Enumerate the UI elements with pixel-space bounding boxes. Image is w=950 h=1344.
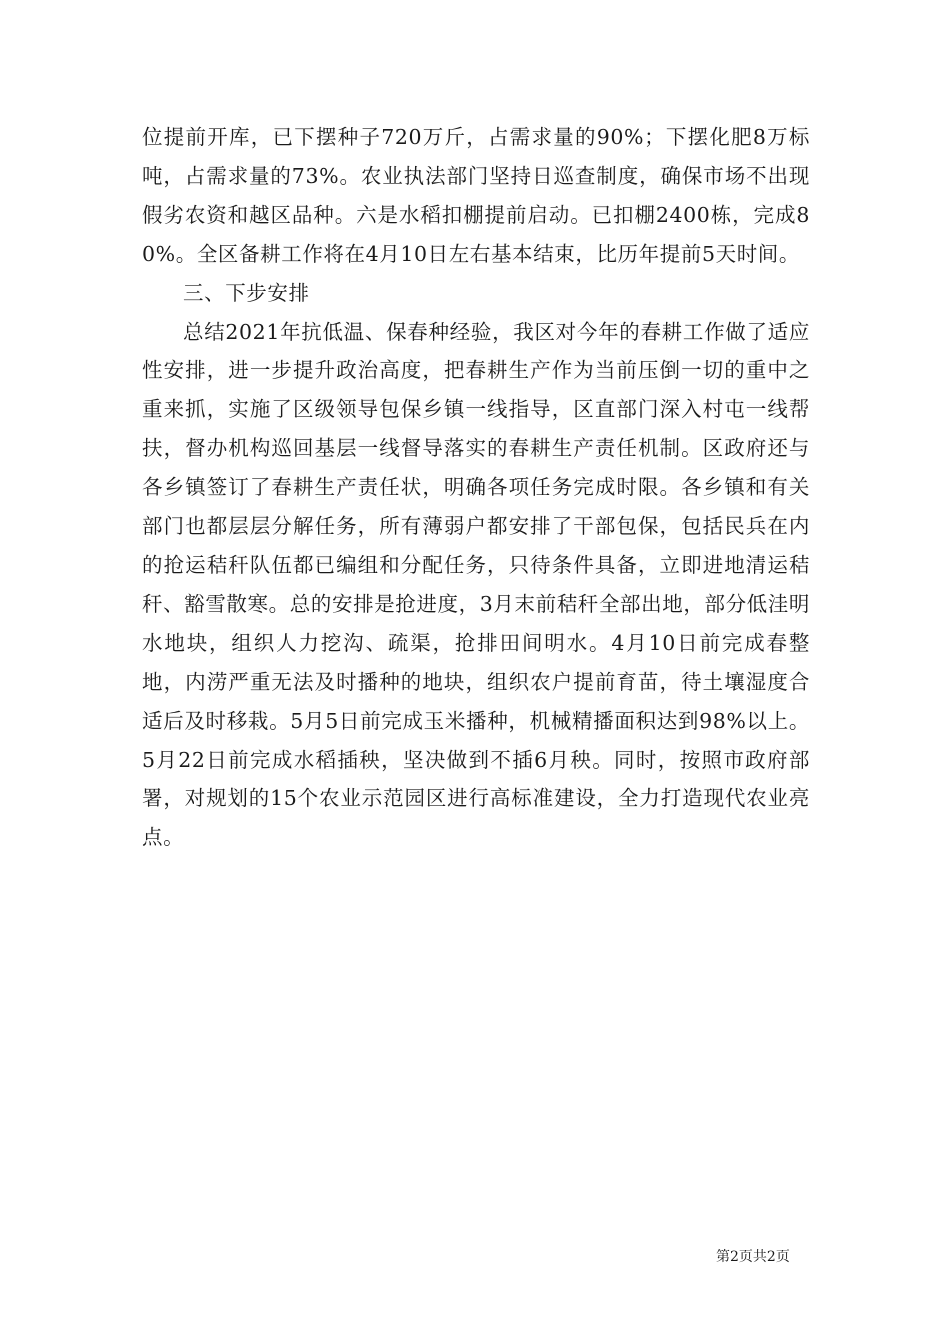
body-paragraph: 总结2021年抗低温、保春种经验，我区对今年的春耕工作做了适应性安排，进一步提升政治高度，把春耕生产作为当前压倒一切的重中之重来抓，实施了区级领导包保乡镇一线指导，区直部门深入村屯一线帮扶，督办机构巡回基层一线督导落实的春耕生产责任机制。区政府还与各乡镇签订了春耕生产责任状，明确各项任务完成时限。各乡镇和有关部门也都层层分解任务，所有薄弱户都安排了干部包保，包括民兵在内的抢运秸秆队伍都已编组和分配任务，只待条件具备，立即进地清运秸秆、豁雪散寒。总的安排是抢进度，3月末前秸秆全部出地，部分低洼明水地块，组织人力挖沟、疏渠，抢排田间明水。4月10日前完成春整地，内涝严重无法及时播种的地块，组织农户提前育苗，待土壤湿度合适后及时移栽。5月5日前完成玉米播种，机械精播面积达到98%以上。5月22日前完成水稻插秧，坚决做到不插6月秧。同时，按照市政府部署，对规划的15个农业示范园区进行高标准建设，全力打造现代农业亮点。 <box>142 319 810 850</box>
continued-paragraph: 位提前开库，已下摆种子720万斤，占需求量的90%；下摆化肥8万标吨，占需求量的73%。农业执法部门坚持日巡查制度，确保市场不出现假劣农资和越区品种。六是水稻扣棚提前启动。已扣棚2400栋，完成80%。全区备耕工作将在4月10日左右基本结束，比历年提前5天时间。 <box>142 125 810 266</box>
section-heading: 三、下步安排 <box>183 280 310 305</box>
document-body <box>142 118 810 857</box>
page-number-footer: 第2页共2页 <box>716 1249 790 1265</box>
